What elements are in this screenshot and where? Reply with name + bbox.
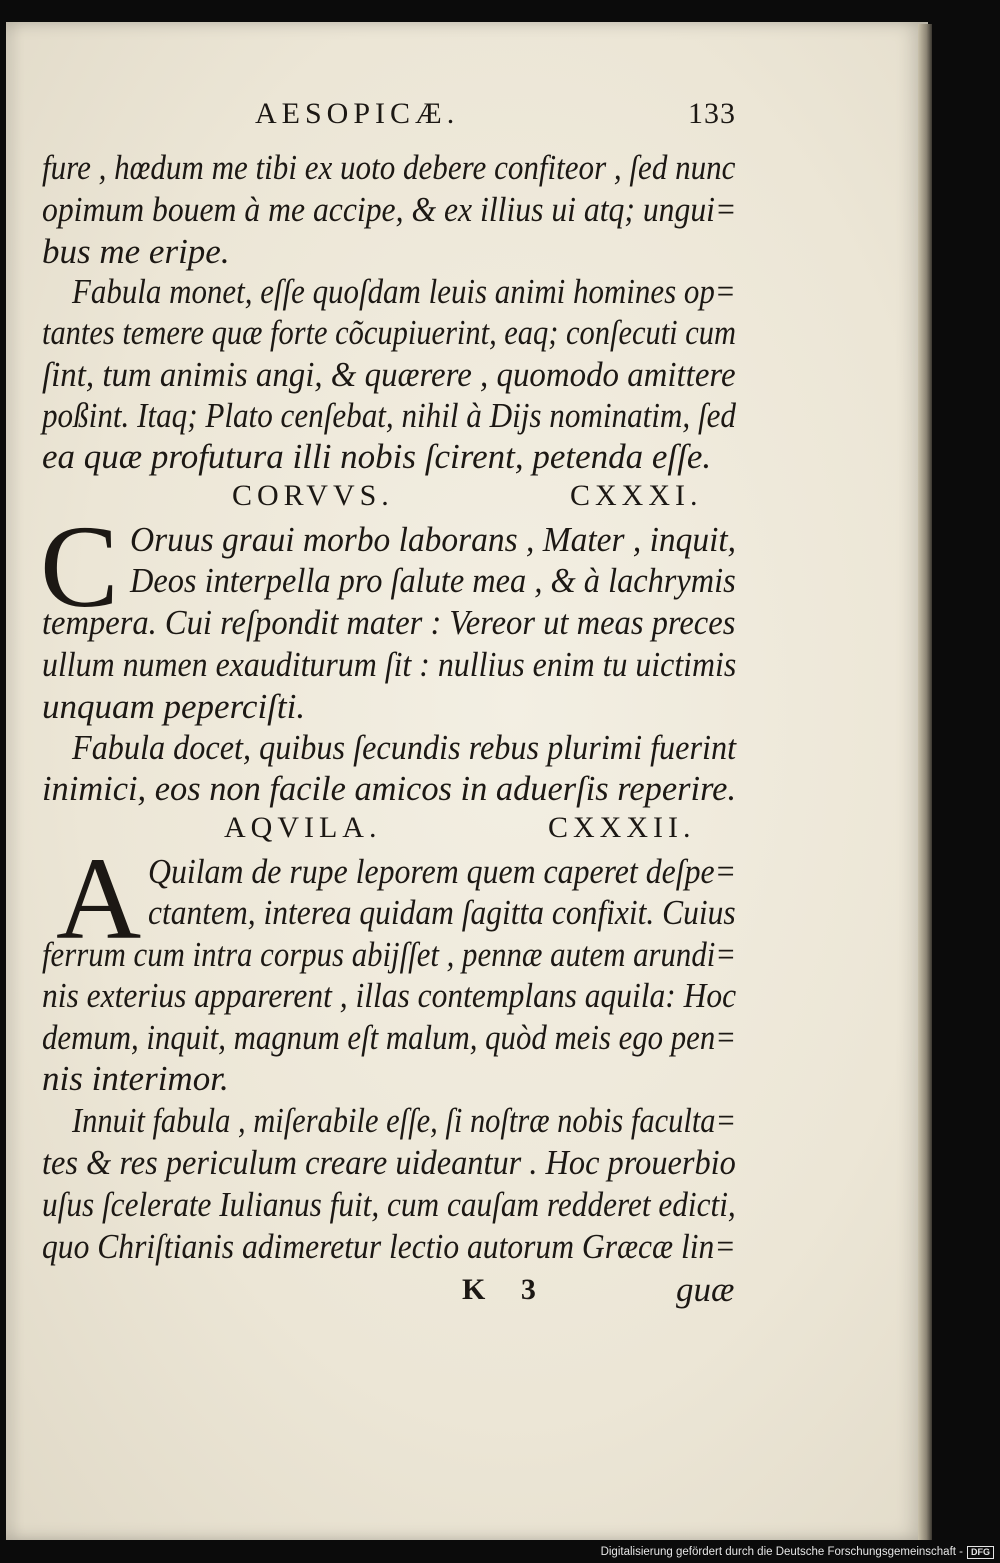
digitization-credit <box>601 1545 994 1559</box>
text-line: Oruus graui morbo laborans , Mater , inquit, <box>130 520 737 559</box>
initial-letter: A <box>56 833 142 964</box>
moral-line: inimici, eos non facile amicos in aduerſis reperire. <box>42 769 737 808</box>
page-number: 133 <box>688 97 736 130</box>
dfg-logo: DFG <box>967 1546 994 1559</box>
text-line: Fabula monet, eſſe quoſdam leuis animi homines op= <box>72 272 736 311</box>
text-line: demum, inquit, magnum eſt malum, quòd meis ego pen= <box>42 1018 737 1057</box>
initial-letter: C <box>40 501 119 632</box>
text-line: ſint, tum animis angi, & quærere , quomodo amittere <box>42 355 736 394</box>
text-line: ferrum cum intra corpus abijſſet , pennæ autem arundi= <box>42 935 737 974</box>
text-line: ea quæ profutura illi nobis ſcirent, petenda eſſe. <box>42 437 712 476</box>
fable-title: CORVVS. <box>232 479 394 512</box>
catchword: guæ <box>676 1270 735 1309</box>
text-line: bus me eripe. <box>42 232 230 271</box>
text-line: poßint. Itaq; Plato cenſebat, nihil à Dijs nominatim, ſed <box>42 396 736 435</box>
text-line: nis interimor. <box>42 1059 229 1098</box>
text-line: Deos interpella pro ſalute mea , & à lachrymis <box>130 561 736 600</box>
text-line: nis exterius apparerent , illas contemplans aquila: Hoc <box>42 976 737 1015</box>
text-line: fure , hœdum me tibi ex uoto debere confiteor , ſed nunc <box>42 148 736 187</box>
text-line: tempera. Cui reſpondit mater : Vereor ut meas preces <box>42 603 736 642</box>
fable-number: CXXXI. <box>570 479 703 512</box>
moral-line: uſus ſcelerate Iulianus fuit, cum cauſam redderet edicti, <box>42 1185 736 1224</box>
text-line: ullum numen exauditurum ſit : nullius enim tu uictimis <box>42 645 737 684</box>
text-line: opimum bouem à me accipe, & ex illius ui atq; ungui= <box>42 190 737 229</box>
text-line: tantes temere quæ forte cõcupiuerint, eaq; conſecuti cum <box>42 313 736 352</box>
page-edge-shadow <box>918 24 932 1540</box>
signature-mark: K 3 <box>462 1273 550 1306</box>
fable-title: AQVILA. <box>224 811 382 844</box>
moral-line: quo Chriſtianis adimeretur lectio autorum Græcæ lin= <box>42 1227 736 1266</box>
fable-number: CXXXII. <box>548 811 696 844</box>
moral-line: Innuit fabula , miſerabile eſſe, ſi noſtræ nobis facultа= <box>72 1101 737 1140</box>
text-line: ctantem, interea quidam ſagitta confixit. Cuius <box>148 893 736 932</box>
moral-line: tes & res periculum creare uideantur . Hoc prouerbio <box>42 1143 736 1182</box>
text-line: unquam peperciſti. <box>42 687 306 726</box>
text-line: Quilam de rupe leporem quem caperet deſpe= <box>148 852 737 891</box>
credit-text: Digitalisierung gefördert durch die Deutsche Forschungsgemeinschaft - <box>600 1546 963 1558</box>
moral-line: Fabula docet, quibus ſecundis rebus plurimi fuerint <box>72 728 737 767</box>
running-title: AESOPICÆ. <box>255 97 460 130</box>
